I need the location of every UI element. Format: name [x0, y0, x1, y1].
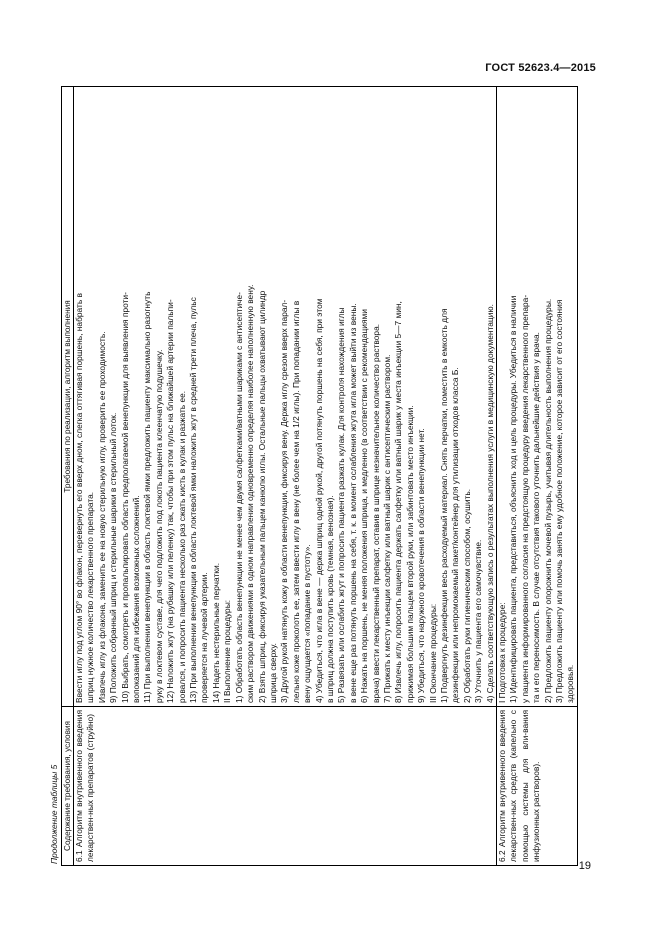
text-line: прижимая большим пальцем второй руки, или забинтовать место инъекции.	[404, 405, 415, 703]
text-line: дезинфекции или непромокаемый пакет/контейнер для утилизации отходов класса Б.	[450, 367, 461, 703]
document-header: ГОСТ 52623.4—2015	[485, 62, 596, 74]
text-line: здоровья.	[565, 664, 576, 703]
text-line: 2) Предложить пациенту опорожнить мочевой пузырь, учитывая длительность выполнения процедуры.	[542, 298, 553, 703]
text-line: шприц нужное количество лекарственного препарата.	[85, 491, 96, 703]
row-condition: 6.2 Алгоритм внутривенного введения лекарствен-ных средств (капельно с помощью системы для вли-вания инфузионных растворов).	[497, 707, 578, 866]
text-line: 9) Убедиться, что наружного кровотечения в области венепункции нет.	[416, 428, 427, 703]
text-line: 6) Нажать на поршень, не меняя положения шприца, и медленно (в соответствии с рекомендациями	[359, 309, 370, 703]
text-line: 11) При выполнении венепункции в область локтевой ямки предложить пациенту максимально разогнуть	[142, 291, 153, 703]
table-continuation-label: Продолжение таблицы 5	[49, 764, 59, 864]
text-line: 10) Выбрать, осмотреть и пропальпировать область предполагаемой венепункции для выявления проти-	[119, 292, 130, 703]
row-condition: 6.1 Алгоритм внутривенного введения лекарствен-ных препаратов (струйно)	[74, 707, 497, 866]
table-row	[74, 87, 497, 866]
text-line: 3) Уточнить у пациента его самочувствие.	[473, 539, 484, 703]
text-line: вену ощущается «попадание в пустоту».	[302, 544, 313, 703]
text-line: 3) Другой рукой натянуть кожу в области венепункции, фиксируя вену. Держа иглу срезом вверх парал-	[279, 299, 290, 703]
text-line: 13) При выполнении венепункции в область локтевой ямки наложить жгут в средней трети плеча, пульс	[188, 297, 199, 703]
text-line: 1) Обработать область венепункции не менее чем двумя салфетками/ватными шариками с антисептиче-	[233, 292, 244, 703]
text-line: 4) Убедиться, что игла в вене — держа шприц одной рукой, другой потянуть поршень на себя, при этом	[313, 298, 324, 703]
text-line: в вене еще раз потянуть поршень на себя, т. к. в момент ослабления жгута игла может выйти из вены.	[347, 303, 358, 703]
row-algorithm-cell	[74, 87, 497, 707]
text-line: вопоказаний для избежания возможных осложнений.	[131, 495, 142, 703]
table-row	[497, 87, 578, 866]
text-line: руку в локтевом суставе, для чего подложить под локоть пациента клеенчатую подушечку.	[153, 349, 164, 703]
text-line: проверяется на лучевой артерии.	[199, 572, 210, 703]
text-line: врача) ввести лекарственный препарат, оставив в шприце незначительное количество раствора.	[370, 323, 381, 703]
text-line: Ввести иглу под углом 90° во флакон, перевернуть его вверх дном, слегка оттягивая поршень, набрать в	[74, 293, 84, 703]
text-line: в шприц должна поступить кровь (темная, венозная).	[324, 495, 335, 703]
text-line: у пациента информированного согласия на предстоящую процедуру введения лекарственного препара-	[519, 294, 530, 703]
table-header-row	[62, 87, 74, 866]
text-line: 2) Взять шприц, фиксируя указательным пальцем канюлю иглы. Остальные пальцы охватывают цилиндр	[256, 290, 267, 703]
text-line: 4) Сделать соответствующую запись о результатах выполнения услуги в медицинскую документацию.	[484, 304, 495, 703]
text-line: шприца сверху.	[267, 643, 278, 703]
row-algorithm-cell	[497, 87, 578, 707]
requirements-table	[61, 86, 578, 866]
text-line: 1) Подвергнуть дезинфекции весь расходуемый материал. Снять перчатки, поместить в емкость для	[439, 308, 449, 703]
text-line: 3) Предложить пациенту или помочь занять ему удобное положение, которое зависит от его состояния	[554, 299, 565, 703]
text-line: 9) Положить собранный шприц и стерильные шарики в стерильный лоток.	[108, 412, 119, 703]
text-line: 12) Наложить жгут (на рубашку или пеленку) так, чтобы при этом пульс на ближайшей артерии пальпи-	[165, 299, 176, 703]
text-line: 1) Идентифицировать пациента, представиться, объяснить ход и цель процедуры. Убедиться в наличии	[508, 295, 519, 703]
text-line: Извлечь иглу из флакона, заменить ее на новую стерильную иглу, проверить ее проходимость.	[96, 331, 107, 703]
text-line: лельно коже проколоть ее, затем ввести иглу в вену (не более чем на 1/2 иглы). При попадании иглы в	[290, 300, 301, 703]
text-line: ским раствором движениями в одном направлении одновременно определяя наиболее наполненную вену.	[245, 284, 256, 703]
text-line: та и его переносимость. В случае отсутствия такового уточнить дальнейшие действия у врача.	[531, 332, 542, 703]
page-number: 19	[578, 860, 591, 872]
text-line: 2) Обработать руки гигиеническим способом, осушить.	[461, 488, 472, 703]
text-line: I Подготовка к процедуре:	[497, 602, 508, 703]
header-algorithm: Требования по реализации, алгоритм выполнения	[62, 87, 74, 707]
text-line: II Выполнение процедуры:	[222, 599, 233, 703]
text-line: 7) Прижать к месту инъекции салфетку или ватный шарик с антисептическим раствором.	[381, 354, 392, 703]
header-condition: Содержание требования, условия	[62, 707, 74, 866]
rotated-table-section	[48, 86, 583, 866]
text-line: ровался, и попросить пациента несколько раз сжать кисть в кулак и разжать ее.	[176, 390, 187, 703]
text-line: 5) Развязать или ослабить жгут и попросить пациента разжать кулак. Для контроля нахождения иглы	[336, 307, 347, 703]
text-line: 8) Извлечь иглу, попросить пациента держать салфетку или ватный шарик у места инъекции 5—7 мин,	[393, 301, 404, 703]
text-line: III Окончание процедуры:	[427, 603, 438, 703]
text-line: 14) Надеть нестерильные перчатки.	[210, 562, 221, 703]
